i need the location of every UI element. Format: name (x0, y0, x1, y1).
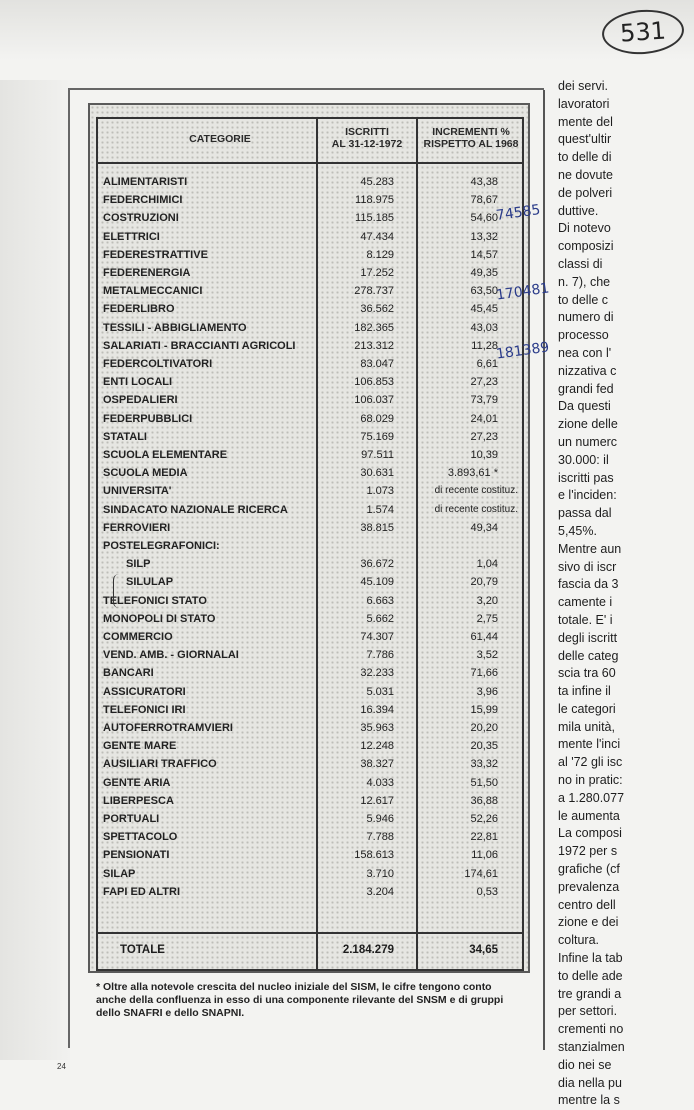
row-iscritti: 97.511 (361, 449, 394, 461)
row-category: TELEFONICI IRI (103, 703, 186, 716)
row-iscritti: 106.853 (354, 376, 394, 389)
row-category: FEDERCOLTIVATORI (103, 358, 213, 370)
table-header-rule (96, 162, 524, 164)
table-total-rule (96, 932, 524, 934)
header-incrementi (418, 126, 524, 150)
row-iscritti: 8.129 (366, 248, 394, 261)
row-incremento: 22,81 (470, 831, 498, 844)
row-iscritti: 4.033 (366, 776, 394, 789)
left-margin (0, 80, 70, 1060)
row-category: ALIMENTARISTI (103, 176, 188, 188)
row-incremento: 20,20 (470, 722, 498, 734)
table-row (100, 849, 520, 867)
table-row (100, 886, 520, 904)
body-text-line: dio nei se (558, 1057, 612, 1072)
table-row (100, 504, 520, 522)
body-text-line: scia tra 60 (558, 666, 616, 681)
table-row (100, 285, 520, 303)
page-number-stamp: 531 (601, 7, 686, 57)
total-row (100, 944, 520, 964)
header-incrementi-line1: INCREMENTI % (432, 126, 510, 138)
body-text-line: mentre la s (558, 1093, 620, 1108)
row-category: STATALI (103, 430, 147, 443)
table-row (100, 704, 520, 722)
row-incremento: 24,01 (470, 412, 498, 425)
row-incremento: 63,50 (470, 285, 498, 298)
row-incremento: 20,79 (470, 576, 498, 589)
row-iscritti: 75.169 (360, 430, 394, 443)
row-category: FEDERCHIMICI (103, 194, 183, 207)
header-categorie: CATEGORIE (189, 133, 251, 145)
row-iscritti: 3.204 (366, 885, 394, 898)
body-text-line: grafiche (cf (558, 862, 620, 877)
row-iscritti: 17.252 (360, 267, 394, 279)
row-iscritti: 118.975 (355, 194, 394, 207)
body-text-line: n. 7), che (558, 274, 611, 289)
body-text-line: ta infine il (558, 684, 611, 699)
table-row (100, 740, 520, 758)
row-category: FERROVIERI (103, 521, 171, 534)
body-text-line: ne dovute (558, 167, 613, 182)
table-row (100, 194, 520, 212)
body-text-line: nizzativa c (558, 363, 617, 378)
row-category: SINDACATO NAZIONALE RICERCA (103, 503, 288, 516)
row-iscritti: 16.394 (360, 703, 394, 716)
body-text-line: dia nella pu (558, 1075, 622, 1090)
table-row (100, 540, 520, 558)
header-incrementi-line2: RISPETTO AL 1968 (423, 138, 519, 150)
row-incremento: 33,32 (470, 758, 498, 771)
body-text-line: sivo di iscr (558, 559, 617, 574)
body-text-line: no in pratic: (558, 773, 623, 788)
body-text-line: zione e dei (558, 915, 619, 930)
row-incremento: 14,57 (470, 248, 498, 261)
row-category: FEDERPUBBLICI (103, 412, 193, 425)
table-row (100, 722, 520, 740)
row-category: FEDERENERGIA (103, 267, 191, 279)
handwritten-note: 181389 (495, 339, 551, 363)
row-category: METALMECCANICI (103, 285, 203, 298)
row-iscritti: 83.047 (360, 358, 394, 370)
body-text-line: crementi no (558, 1022, 624, 1037)
row-category: FAPI ED ALTRI (103, 885, 180, 898)
table-row (100, 595, 520, 613)
row-iscritti: 12.248 (360, 740, 394, 753)
table-row (100, 376, 520, 394)
row-incremento: 43,38 (470, 176, 498, 188)
row-category: FEDERLIBRO (103, 303, 175, 316)
article-left-rule (68, 88, 70, 1048)
row-incremento: 27,23 (470, 376, 498, 389)
row-category: SILP (126, 558, 151, 571)
row-category: ELETTRICI (103, 230, 160, 243)
body-text-line: zione delle (558, 417, 618, 432)
body-text-line: 1972 per s (558, 844, 618, 859)
row-category: BANCARI (103, 667, 154, 680)
row-incremento: 20,35 (470, 740, 498, 753)
table-row (100, 413, 520, 431)
row-iscritti: 5.946 (366, 813, 394, 825)
row-incremento: 27,23 (470, 430, 498, 443)
row-incremento: 1,04 (476, 558, 498, 571)
body-text-line: totale. E' i (558, 612, 613, 627)
table-row (100, 212, 520, 230)
row-incremento: 0,53 (476, 885, 498, 898)
row-iscritti: 106.037 (354, 394, 394, 407)
row-iscritti: 5.031 (366, 685, 394, 698)
row-iscritti: 36.672 (360, 558, 394, 571)
row-incremento: 3,20 (476, 594, 498, 607)
row-category: SILULAP (126, 576, 174, 589)
row-category: TELEFONICI STATO (103, 594, 207, 607)
row-iscritti: 158.613 (354, 849, 394, 862)
row-incremento: 6,61 (476, 358, 498, 370)
body-text-line: fascia da 3 (558, 577, 619, 592)
table-row (100, 485, 520, 503)
table-row (100, 467, 520, 485)
row-iscritti: 68.029 (360, 412, 394, 425)
body-text-line: processo (558, 328, 609, 343)
table-row (100, 649, 520, 667)
body-text-line: quest'ultir (558, 132, 612, 147)
row-category: SCUOLA ELEMENTARE (103, 449, 228, 461)
body-text-line: 30.000: il (558, 452, 609, 467)
row-category: COSTRUZIONI (103, 212, 179, 225)
row-iscritti: 5.662 (366, 612, 394, 625)
row-iscritti: 74.307 (360, 631, 394, 643)
table-row (100, 686, 520, 704)
body-text-line: e l'inciden: (558, 488, 617, 503)
body-text-line: to delle di (558, 150, 612, 165)
row-iscritti: 38.815 (360, 521, 394, 534)
row-iscritti: 115.185 (355, 212, 394, 225)
row-incremento: 78,67 (470, 194, 498, 207)
body-text-line: prevalenza (558, 879, 620, 894)
row-category: TESSILI - ABBIGLIAMENTO (103, 321, 247, 334)
row-incremento: di recente costituz. (434, 503, 518, 515)
row-iscritti: 213.312 (354, 339, 394, 352)
row-incremento: 10,39 (470, 449, 498, 461)
handwritten-note: 170481 (495, 280, 551, 304)
body-text-line: un numerc (558, 434, 618, 449)
row-iscritti: 1.574 (366, 503, 394, 516)
row-iscritti: 30.631 (360, 467, 394, 480)
table-row (100, 576, 520, 594)
table-row (100, 522, 520, 540)
header-iscritti-line2: AL 31-12-1972 (331, 138, 403, 150)
body-text-line: La composi (558, 826, 622, 841)
body-text-line: to delle ade (558, 968, 623, 983)
row-incremento: 45,45 (470, 303, 498, 316)
row-category: ENTI LOCALI (103, 376, 173, 389)
row-incremento: 11,06 (471, 849, 498, 862)
body-text-line: composizi (558, 239, 614, 254)
row-iscritti: 3.710 (366, 867, 394, 880)
body-text-line: to delle c (558, 292, 609, 307)
header-iscritti-line1: ISCRITTI (345, 126, 389, 138)
row-iscritti: 7.788 (366, 831, 394, 844)
row-category: MONOPOLI DI STATO (103, 612, 216, 625)
row-iscritti: 47.434 (360, 230, 394, 243)
body-text-line: le aumenta (558, 808, 620, 823)
body-text-line: mente del (558, 114, 613, 129)
row-incremento: 49,35 (470, 267, 498, 279)
bottom-page-number: 24 (57, 1062, 66, 1071)
article-top-rule (68, 88, 544, 90)
table-row (100, 813, 520, 831)
table-row (100, 431, 520, 449)
row-iscritti: 278.737 (354, 285, 394, 298)
body-text-line: de polveri (558, 185, 613, 200)
row-incremento: 11,28 (471, 339, 498, 352)
row-iscritti: 32.233 (360, 667, 394, 680)
row-incremento: 13,32 (470, 230, 498, 243)
body-text-line: passa dal (558, 506, 612, 521)
column-divider (543, 90, 545, 1050)
table-row (100, 758, 520, 776)
row-incremento: 49,34 (470, 521, 498, 534)
row-incremento: 3.893,61 * (447, 467, 498, 480)
table-row (100, 394, 520, 412)
body-text-line: Da questi (558, 399, 611, 414)
row-category: LIBERPESCA (103, 794, 174, 807)
table-row (100, 340, 520, 358)
row-incremento: 71,66 (470, 667, 498, 680)
table-row (100, 613, 520, 631)
row-iscritti: 7.786 (366, 649, 394, 662)
body-text-line: Di notevo (558, 221, 611, 236)
row-incremento: 61,44 (470, 631, 498, 643)
table-row (100, 795, 520, 813)
total-incremento: 34,65 (469, 944, 498, 956)
table-row (100, 631, 520, 649)
row-category: SILAP (103, 867, 136, 880)
postelegrafonici-brace (113, 574, 120, 608)
row-iscritti: 45.283 (360, 176, 394, 188)
row-incremento: 73,79 (470, 394, 498, 407)
table-row (100, 267, 520, 285)
row-iscritti: 45.109 (360, 576, 394, 589)
row-iscritti: 6.663 (366, 594, 394, 607)
total-label: TOTALE (120, 944, 165, 956)
body-text-line: numero di (558, 310, 614, 325)
body-text-line: Mentre aun (558, 541, 622, 556)
row-iscritti: 12.617 (360, 794, 394, 807)
table-row (100, 358, 520, 376)
table-footnote: * Oltre alla notevole crescita del nucleo iniziale del SISM, le cifre tengono conto anche della confluenza in esso di una componente rilevante del SNSM e di gruppi dello SNAFRI e dello SNAPNI. (96, 981, 504, 1019)
row-category: OSPEDALIERI (103, 394, 178, 407)
table-row (100, 249, 520, 267)
row-iscritti: 1.073 (366, 485, 394, 498)
row-incremento: 54,60 (470, 212, 498, 225)
body-text-line: duttive. (558, 203, 599, 218)
row-category: GENTE ARIA (103, 776, 171, 789)
row-incremento: 52,26 (470, 813, 498, 825)
row-category: AUTOFERROTRAMVIERI (103, 722, 233, 734)
handwritten-note: 74585 (495, 201, 542, 225)
row-iscritti: 38.327 (360, 758, 394, 771)
row-category: ASSICURATORI (103, 685, 186, 698)
body-text-line: lavoratori (558, 96, 610, 111)
body-text-line: per settori. (558, 1004, 618, 1019)
body-text-line: dei servi. (558, 79, 609, 93)
body-text-line: le categori (558, 701, 616, 716)
row-category: VEND. AMB. - GIORNALAI (103, 649, 239, 662)
row-incremento: 2,75 (476, 612, 498, 625)
body-text-column (558, 78, 668, 1110)
body-text-line: delle categ (558, 648, 619, 663)
table-row (100, 831, 520, 849)
table-row (100, 449, 520, 467)
row-category: SPETTACOLO (103, 831, 178, 844)
table-row (100, 322, 520, 340)
row-category: AUSILIARI TRAFFICO (103, 758, 217, 771)
row-incremento: 174,61 (464, 867, 498, 880)
row-category: PORTUALI (103, 813, 160, 825)
table-row (100, 231, 520, 249)
row-incremento: 15,99 (470, 703, 498, 716)
body-text-line: a 1.280.077 (558, 790, 625, 805)
table-row (100, 176, 520, 194)
table-row (100, 667, 520, 685)
row-category: FEDERESTRATTIVE (103, 248, 208, 261)
table-row (100, 303, 520, 321)
body-text-line: iscritti pas (558, 470, 614, 485)
row-category: POSTELEGRAFONICI: (103, 540, 220, 552)
body-text-line: centro dell (558, 897, 616, 912)
row-category: SCUOLA MEDIA (103, 467, 188, 480)
body-text-line: 5,45%. (558, 523, 597, 538)
row-incremento: 43,03 (470, 321, 498, 334)
row-iscritti: 36.562 (360, 303, 394, 316)
page-top-edge (0, 0, 694, 60)
body-text-line: mila unità, (558, 719, 615, 734)
body-text-line: camente i (558, 595, 613, 610)
row-iscritti: 35.963 (360, 722, 394, 734)
body-text-line: stanzialmen (558, 1040, 625, 1055)
body-text-line: al '72 gli isc (558, 755, 623, 770)
body-text-line: grandi fed (558, 381, 614, 396)
row-incremento: 36,88 (470, 794, 498, 807)
row-category: COMMERCIO (103, 631, 173, 643)
body-text-line: tre grandi a (558, 986, 622, 1001)
table-row (100, 558, 520, 576)
body-text-line: coltura. (558, 933, 599, 948)
body-text-line: mente l'inci (558, 737, 621, 752)
body-text-line: degli iscritt (558, 630, 618, 645)
row-incremento: 3,52 (476, 649, 498, 662)
total-iscritti: 2.184.279 (342, 944, 394, 956)
row-category: UNIVERSITA' (103, 485, 172, 498)
row-category: PENSIONATI (103, 849, 170, 862)
row-category: SALARIATI - BRACCIANTI AGRICOLI (103, 339, 296, 352)
header-iscritti (318, 126, 416, 150)
body-text-line: nea con l' (558, 345, 612, 360)
body-text-line: Infine la tab (558, 951, 623, 966)
row-incremento: 3,96 (476, 685, 498, 698)
table-row (100, 777, 520, 795)
row-iscritti: 182.365 (354, 321, 394, 334)
row-incremento: di recente costituz. (434, 485, 518, 497)
body-text-line: classi di (558, 256, 603, 271)
table-row (100, 868, 520, 886)
row-incremento: 51,50 (470, 776, 498, 789)
row-category: GENTE MARE (103, 740, 177, 753)
